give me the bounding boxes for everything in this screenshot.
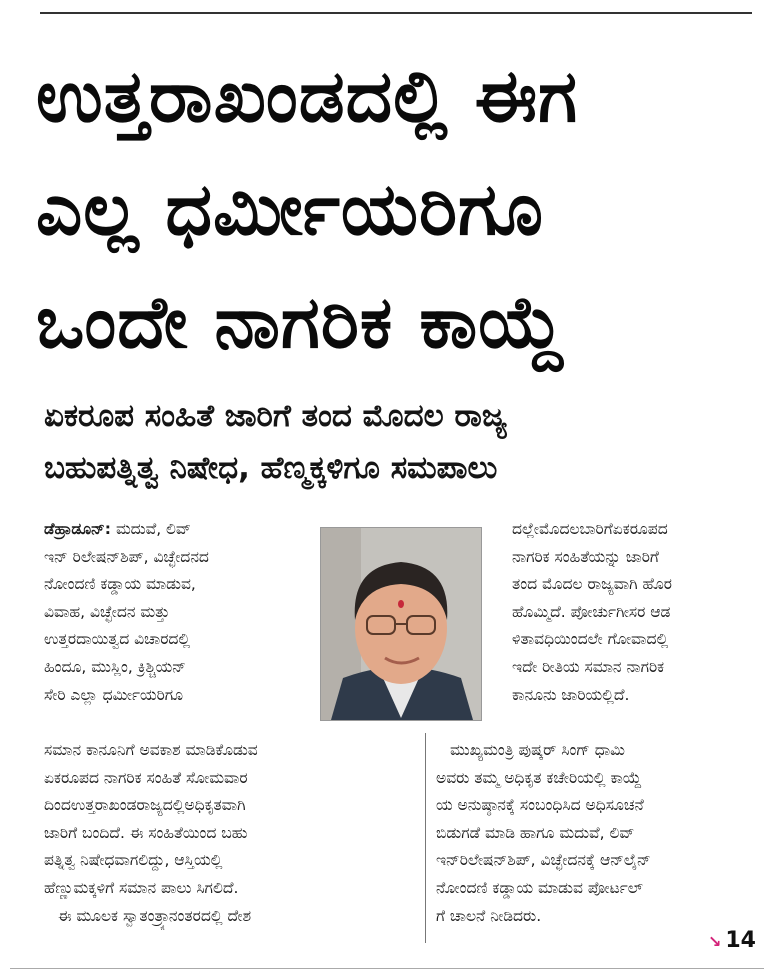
column-divider: [425, 733, 426, 943]
article-line: ಇನ್ ರಿಲೇಷನ್‌ಶಿಪ್, ವಿಚ್ಛೇದನದ: [44, 547, 209, 566]
article-line: ಸೇರಿ ಎಲ್ಲಾ ಧರ್ಮೀಯರಿಗೂ: [44, 685, 184, 704]
article-line: ಹಿಂದೂ, ಮುಸ್ಲಿಂ, ಕ್ರಿಶ್ಚಿಯನ್: [44, 657, 186, 676]
headline-line-2: ಎಲ್ಲ ಧರ್ಮೀಯರಿಗೂ: [36, 167, 544, 251]
article-line: ಹೊಮ್ಮಿದೆ. ಪೋರ್ಚುಗೀಸರ ಆಡ: [512, 602, 671, 621]
article-line: ಇದೇ ರೀತಿಯ ಸಮಾನ ನಾಗರಿಕ: [512, 657, 665, 676]
article-line: ನಾಗರಿಕ ಸಂಹಿತೆಯನ್ನು ಜಾರಿಗೆ: [512, 547, 659, 566]
article-line: ಳಿತಾವಧಿಯಿಂದಲೇ ಗೋವಾದಲ್ಲಿ: [512, 630, 669, 649]
article-line: ಯ ಅನುಷ್ಠಾನಕ್ಕೆ ಸಂಬಂಧಿಸಿದ ಅಧಿಸೂಚನೆ: [436, 796, 644, 815]
article-line: ಹೆಣ್ಣುಮಕ್ಕಳಿಗೆ ಸಮಾನ ಪಾಲು ಸಿಗಲಿದೆ.: [44, 878, 239, 897]
top-rule: [40, 12, 752, 14]
article-line: ದಿಂದಉತ್ತರಾಖಂಡರಾಜ್ಯದಲ್ಲಿಅಧಿಕೃತವಾಗಿ: [44, 796, 246, 815]
article-column-right-top: [512, 516, 757, 709]
article-line: ದಲ್ಲೇಮೊದಲಬಾರಿಗೆಏಕರೂಪದ: [512, 520, 668, 538]
article-line: ಈ ಮೂಲಕ ಸ್ವಾತಂತ್ರ್ಯಾನಂತರದಲ್ಲಿ ದೇಶ: [58, 906, 252, 925]
subheadline-line-2: ಬಹುಪತ್ನಿತ್ವ ನಿಷೇಧ, ಹೆಣ್ಮಕ್ಕಳಿಗೂ ಸಮಪಾಲು: [44, 450, 498, 486]
article-line: ಪತ್ನಿತ್ವ ನಿಷೇಧವಾಗಲಿದ್ದು, ಆಸ್ತಿಯಲ್ಲಿ: [44, 851, 223, 870]
chief-minister-photo: [320, 527, 482, 721]
dateline: ಡೆಹ್ರಾಡೂನ್:: [44, 520, 111, 538]
portrait-image: [321, 528, 481, 720]
article-line: ಬಿಡುಗಡೆ ಮಾಡಿ ಹಾಗೂ ಮದುವೆ, ಲಿವ್: [436, 823, 635, 842]
article-line: ಕಾನೂನು ಜಾರಿಯಲ್ಲಿದೆ.: [512, 685, 630, 704]
article-line: ಇನ್‌ರಿಲೇಷನ್‌ಶಿಪ್, ವಿಚ್ಛೇದನಕ್ಕೆ ಆನ್‌ಲೈನ್: [436, 851, 651, 870]
article-line: ಗೆ ಚಾಲನೆ ನೀಡಿದರು.: [436, 906, 542, 925]
article-line: ಏಕರೂಪದ ನಾಗರಿಕ ಸಂಹಿತೆ ಸೋಮವಾರ: [44, 768, 248, 787]
subheadline-line-1: ಏಕರೂಪ ಸಂಹಿತೆ ಜಾರಿಗೆ ತಂದ ಮೊದಲ ರಾಜ್ಯ: [44, 398, 507, 434]
article-line: ಅವರು ತಮ್ಮ ಅಧಿಕೃತ ಕಚೇರಿಯಲ್ಲಿ ಕಾಯ್ದೆ: [436, 768, 642, 787]
subheadline: [44, 390, 764, 494]
headline-line-3: ಒಂದೇ ನಾಗರಿಕ ಕಾಯ್ದೆ: [36, 280, 566, 364]
article-line: ವಿವಾಹ, ವಿಚ್ಛೇದನ ಮತ್ತು: [44, 602, 170, 621]
article-line: ಉತ್ತರದಾಯಿತ್ವದ ವಿಚಾರದಲ್ಲಿ: [44, 630, 191, 649]
article-line: ಮುಖ್ಯಮಂತ್ರಿ ಪುಷ್ಕರ್ ಸಿಂಗ್ ಧಾಮಿ: [450, 741, 626, 759]
article-column-left-top: [44, 516, 312, 709]
bottom-rule: [10, 968, 764, 969]
article-line: ಜಾರಿಗೆ ಬಂದಿದೆ. ಈ ಸಂಹಿತೆಯಿಂದ ಬಹು: [44, 823, 248, 842]
headline: [36, 40, 756, 379]
article-line: ಸಮಾನ ಕಾನೂನಿಗೆ ಅವಕಾಶ ಮಾಡಿಕೊಡುವ: [44, 741, 258, 759]
article-column-left-bottom: [44, 737, 419, 930]
article-line: ನೋಂದಣಿ ಕಡ್ಡಾಯ ಮಾಡುವ,: [44, 575, 196, 594]
headline-line-1: ಉತ್ತರಾಖಂಡದಲ್ಲಿ ಈಗ: [36, 54, 579, 138]
page-number: [708, 928, 756, 953]
page-number-value: 14: [725, 928, 756, 953]
article-line: ಡೆಹ್ರಾಡೂನ್: ಮದುವೆ, ಲಿವ್: [44, 520, 191, 538]
article-column-right-bottom: [436, 737, 758, 930]
article-line: ತಂದ ಮೊದಲ ರಾಜ್ಯವಾಗಿ ಹೊರ: [512, 575, 672, 594]
arrow-down-right-icon: ↘: [707, 932, 722, 951]
article-line: ನೋಂದಣಿ ಕಡ್ಡಾಯ ಮಾಡುವ ಪೋರ್ಟಲ್: [436, 878, 643, 897]
